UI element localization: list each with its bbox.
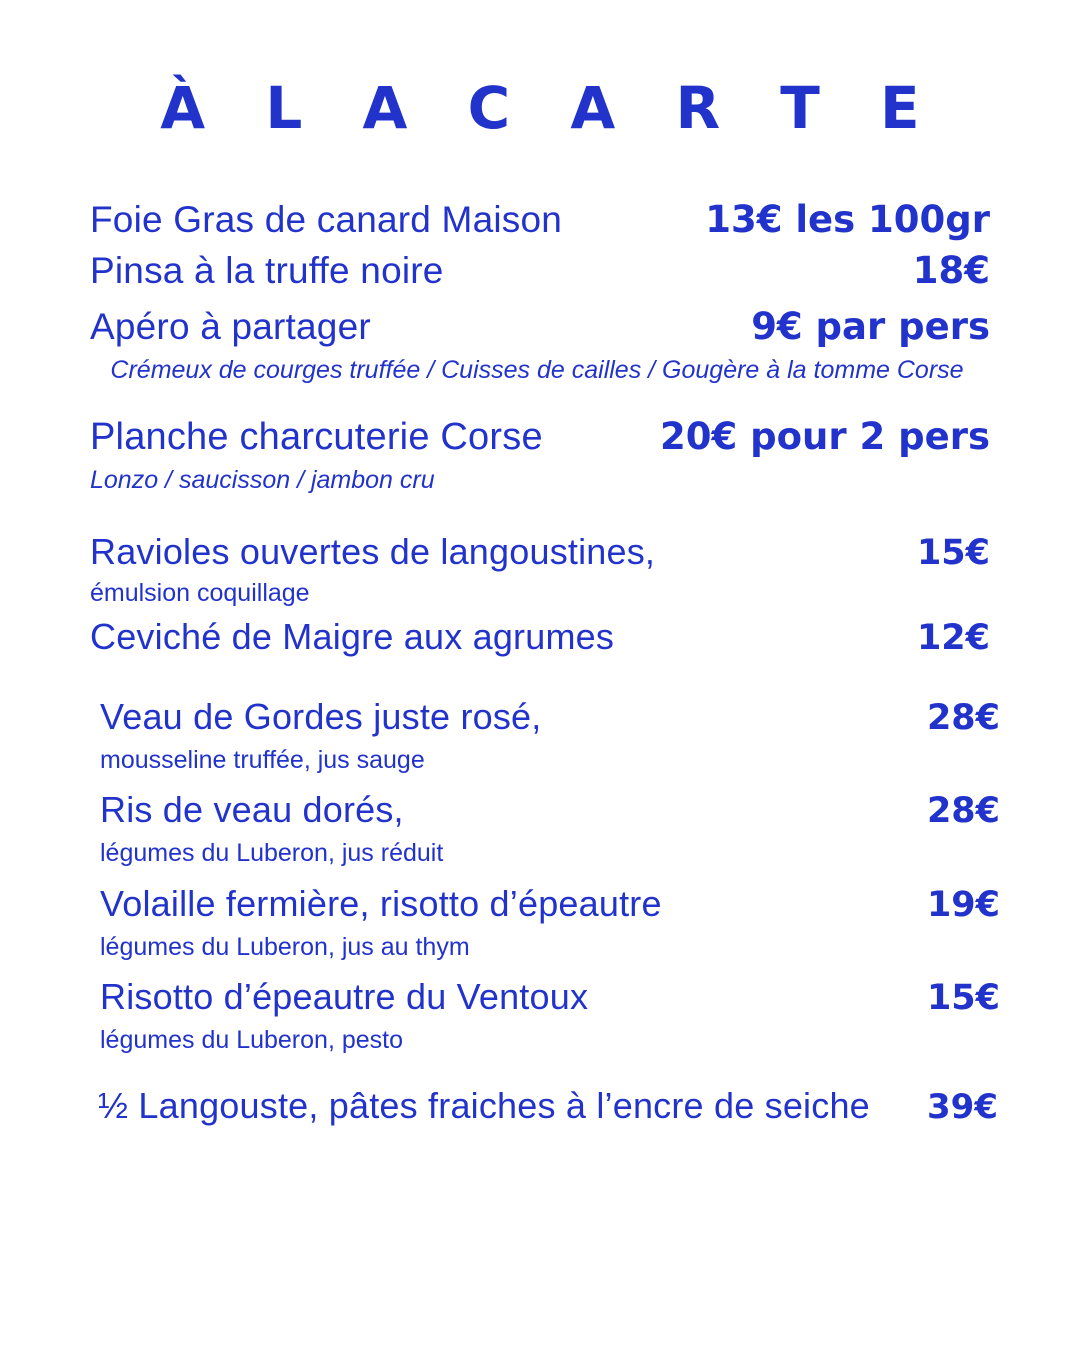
- page-title: À L A C A R T E: [160, 74, 940, 142]
- menu-item: [90, 414, 990, 460]
- menu-item-description: légumes du Luberon, jus réduit: [100, 839, 444, 868]
- menu-item-price: 28€: [926, 698, 1000, 739]
- menu-item-name: Ravioles ouvertes de langoustines,: [90, 530, 656, 572]
- menu-item-price: 19€: [926, 884, 1000, 925]
- menu-item-price: 28€: [926, 791, 1000, 832]
- menu-item: [90, 975, 1000, 1019]
- menu-item-price: 18€: [912, 249, 990, 293]
- spacer: [90, 963, 990, 975]
- menu-item-name: Ceviché de Maigre aux agrumes: [90, 616, 615, 658]
- menu-item: [90, 530, 990, 574]
- menu-item: [90, 695, 1000, 739]
- menu-section-entrees-partage: [90, 197, 990, 386]
- menu-section-planche: [90, 414, 990, 496]
- menu-item: [90, 248, 990, 293]
- menu-item-name: Veau de Gordes juste rosé,: [100, 696, 542, 738]
- menu-item-name: Planche charcuterie Corse: [90, 416, 543, 459]
- menu-item-price: 13€ les 100gr: [705, 197, 990, 241]
- menu-section-signature: [90, 1084, 998, 1128]
- menu-item: [90, 615, 990, 659]
- menu-item-description: Crémeux de courges truffée / Cuisses de cailles / Gougère à la tomme Corse: [110, 356, 964, 385]
- spacer: [90, 776, 990, 788]
- menu-item-description: légumes du Luberon, pesto: [100, 1025, 403, 1054]
- menu-item-description: légumes du Luberon, jus au thym: [100, 932, 470, 961]
- menu-section-entrees: [90, 530, 990, 659]
- menu-item-name: Volaille fermière, risotto d’épeautre: [100, 882, 662, 924]
- menu-item: [90, 1084, 998, 1128]
- menu-item-price: 15€: [926, 977, 1000, 1018]
- menu-item-price: 15€: [916, 532, 990, 573]
- menu-section-plats: [90, 695, 1000, 1056]
- menu-item-description: émulsion coquillage: [90, 578, 310, 607]
- menu-item-description: mousseline truffée, jus sauge: [100, 746, 425, 775]
- menu-item-description: Lonzo / saucisson / jambon cru: [90, 465, 435, 494]
- menu-item-name: Pinsa à la truffe noire: [90, 250, 444, 292]
- menu-item-name: Foie Gras de canard Maison: [90, 198, 563, 240]
- menu-item-price: 39€: [927, 1087, 998, 1128]
- menu-item-name: Risotto d’épeautre du Ventoux: [100, 975, 589, 1017]
- menu-item-name: Apéro à partager: [90, 305, 371, 347]
- menu-item-price: 20€ pour 2 pers: [660, 415, 990, 459]
- menu-item: [90, 788, 1000, 832]
- menu-item-price: 12€: [916, 618, 990, 659]
- menu-item: [90, 304, 990, 349]
- menu-item-name: ½ Langouste, pâtes fraiches à l’encre de seiche: [98, 1085, 870, 1127]
- spacer: [90, 870, 990, 882]
- menu-item: [90, 882, 1000, 926]
- menu-item-price: 9€ par pers: [751, 304, 990, 348]
- menu-item: [90, 197, 990, 242]
- menu-item-name: Ris de veau dorés,: [100, 789, 404, 831]
